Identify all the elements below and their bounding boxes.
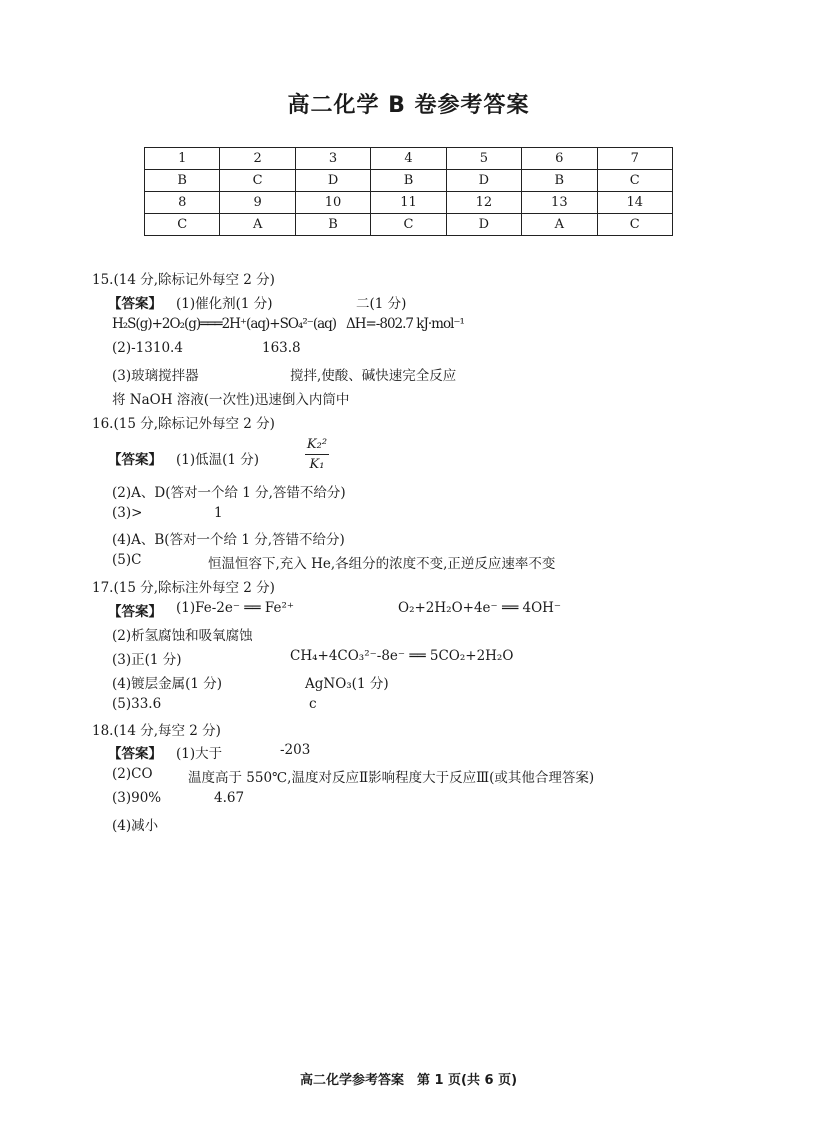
q16-part5a: (5)C	[112, 552, 142, 568]
q18-answer-label: 【答案】	[108, 746, 162, 762]
q18-header: 18.(14 分,每空 2 分)	[92, 723, 221, 739]
page-footer: 高二化学参考答案 第 1 页(共 6 页)	[299, 1073, 518, 1088]
q17-part3a: (3)正(1 分)	[112, 652, 182, 668]
choice-table-cell: A	[522, 214, 597, 236]
choice-table-cell: 13	[522, 192, 597, 214]
q15-part3c: 将 NaOH 溶液(一次性)迅速倒入内筒中	[112, 392, 350, 408]
q17-part1b: O₂+2H₂O+4e⁻ ══ 4OH⁻	[398, 600, 562, 616]
choice-table-cell: C	[597, 170, 672, 192]
q18-part2a: (2)CO	[112, 766, 153, 782]
choice-table-cell: B	[145, 170, 220, 192]
choice-table-cell: 12	[446, 192, 521, 214]
q17-part5b: c	[309, 696, 317, 712]
choice-table-cell: C	[371, 214, 446, 236]
q16-header: 16.(15 分,除标记外每空 2 分)	[92, 416, 275, 432]
choice-table-cell: 11	[371, 192, 446, 214]
choice-table-cell: C	[220, 170, 295, 192]
choice-table-row	[145, 214, 673, 236]
q15-part1b: 二(1 分)	[356, 296, 407, 312]
choice-table-row	[145, 192, 673, 214]
choice-table-cell: D	[295, 170, 370, 192]
choice-table-row	[145, 170, 673, 192]
choice-table-cell: B	[522, 170, 597, 192]
choice-table-cell: 14	[597, 192, 672, 214]
q15-part2a: (2)-1310.4	[112, 340, 183, 356]
q18-part3b: 4.67	[214, 790, 245, 806]
q15-part1a: (1)催化剂(1 分)	[176, 296, 273, 312]
q17-part3b: CH₄+4CO₃²⁻-8e⁻ ══ 5CO₂+2H₂O	[290, 648, 514, 664]
q16-part3a: (3)>	[112, 505, 143, 521]
q17-part4b: AgNO₃(1 分)	[305, 676, 389, 692]
q18-part1a: (1)大于	[176, 746, 223, 762]
q16-part4: (4)A、B(答对一个给 1 分,答错不给分)	[112, 532, 345, 548]
choice-table-cell: C	[145, 214, 220, 236]
q17-header: 17.(15 分,除标注外每空 2 分)	[92, 580, 275, 596]
q15-part2b: 163.8	[262, 340, 301, 356]
q17-answer-label: 【答案】	[108, 604, 162, 620]
q15-part3a: (3)玻璃搅拌器	[112, 368, 199, 384]
q18-part4: (4)减小	[112, 818, 159, 834]
choice-table-cell: A	[220, 214, 295, 236]
q16-part5b: 恒温恒容下,充入 He,各组分的浓度不变,正逆反应速率不变	[208, 556, 556, 572]
q15-answer-label: 【答案】	[108, 296, 162, 312]
q16-part2: (2)A、D(答对一个给 1 分,答错不给分)	[112, 485, 346, 501]
q15-eq-reactants: H₂S(g)+2O₂(g)	[112, 316, 201, 332]
q16-part1: (1)低温(1 分)	[176, 452, 260, 468]
q15-header: 15.(14 分,除标记外每空 2 分)	[92, 272, 275, 288]
choice-table-cell: 7	[597, 148, 672, 170]
q16-part3b: 1	[214, 505, 223, 521]
page-title: 高二化学 B 卷参考答案	[287, 93, 530, 118]
q16-answer-label: 【答案】	[108, 452, 162, 468]
q16-fraction-denominator: K₁	[309, 457, 325, 472]
choice-table-cell: 9	[220, 192, 295, 214]
q15-equation: H₂S(g)+2O₂(g)═══2H⁺(aq)+SO₄²⁻(aq) ΔH=-802.7 kJ·mol⁻¹	[112, 316, 464, 332]
q16-fraction	[305, 437, 329, 472]
choice-answer-table	[144, 147, 673, 236]
choice-table-cell: 3	[295, 148, 370, 170]
q17-part5a: (5)33.6	[112, 696, 162, 712]
q15-eq-enthalpy: ΔH=-802.7 kJ·mol⁻¹	[345, 316, 464, 332]
q15-part3b: 搅拌,使酸、碱快速完全反应	[290, 368, 457, 384]
q18-part3a: (3)90%	[112, 790, 162, 806]
choice-table-cell: 2	[220, 148, 295, 170]
choice-table-cell: C	[597, 214, 672, 236]
q18-part2b: 温度高于 550℃,温度对反应Ⅱ影响程度大于反应Ⅲ(或其他合理答案)	[188, 770, 595, 786]
q17-part2: (2)析氢腐蚀和吸氧腐蚀	[112, 628, 253, 644]
choice-table-cell: D	[446, 170, 521, 192]
choice-table-cell: 6	[522, 148, 597, 170]
choice-table-cell: 5	[446, 148, 521, 170]
choice-table-row	[145, 148, 673, 170]
choice-table-cell: 10	[295, 192, 370, 214]
choice-table-cell: B	[371, 170, 446, 192]
q17-part4a: (4)镀层金属(1 分)	[112, 676, 223, 692]
q15-eq-products: 2H⁺(aq)+SO₄²⁻(aq)	[221, 316, 337, 332]
choice-table-cell: 1	[145, 148, 220, 170]
choice-table-cell: 8	[145, 192, 220, 214]
choice-table-cell: B	[295, 214, 370, 236]
choice-table-cell: D	[446, 214, 521, 236]
q16-fraction-numerator: K₂²	[305, 437, 329, 455]
q17-part1a: (1)Fe-2e⁻ ══ Fe²⁺	[176, 600, 294, 616]
q18-part1b: -203	[280, 742, 311, 758]
choice-table-cell: 4	[371, 148, 446, 170]
